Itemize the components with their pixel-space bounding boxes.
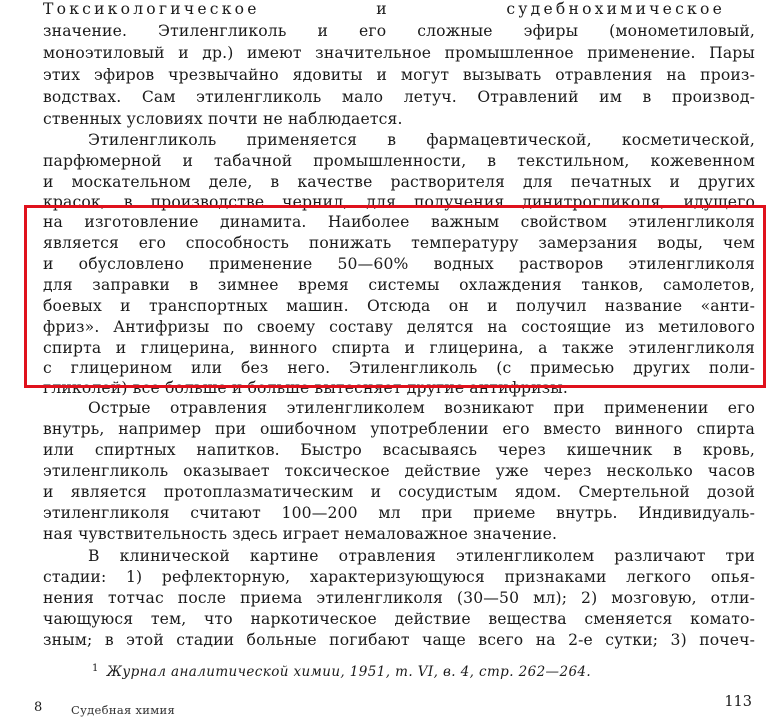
signature-text: Судебная химия — [71, 703, 176, 717]
text-line: с глицерином или без него. Этиленгликоль (с примесью других поли- — [43, 359, 755, 377]
text-line: зным; в этой стадии больные погибают чаще всего на 2-е сутки; 3) почеч- — [43, 631, 755, 649]
text-line: гликолей) все больше и больше вытесняет другие антифризы. — [43, 379, 568, 397]
text-line: на изготовление динамита. Наиболее важным свойством этиленгликоля — [43, 213, 755, 231]
text-line: чающуюся тем, что наркотическое действие вещества сменяется комато- — [43, 610, 755, 628]
text-line: этих эфиров чрезвычайно ядовиты и могут вызывать отравления на произ- — [43, 66, 755, 84]
text-line: Этиленгликоль применяется в фармацевтической, косметической, — [88, 131, 755, 149]
text-line: и обусловлено применение 50—60% водных растворов этиленгликоля — [43, 255, 755, 273]
text-line: В клинической картине отравления этиленгликолем различают три — [88, 547, 755, 565]
text-line: и является протоплазматическим и сосудистым ядом. Смертельной дозой — [43, 483, 755, 501]
highlight-box — [24, 205, 766, 388]
text-line: и москательном деле, в качестве растворителя для печатных и других — [43, 173, 755, 191]
text-line: ная чувствительность здесь играет немаловажное значение. — [43, 525, 558, 543]
footnote — [92, 660, 591, 681]
text-line: ственных условиях почти не наблюдается. — [43, 110, 403, 128]
text-line: для заправки в зимнее время системы охлаждения танков, самолетов, — [43, 276, 755, 294]
text-line: фриз». Антифризы по своему составу делятся на состоящие из метилового — [43, 318, 755, 336]
text-line: моноэтиловый и др.) имеют значительное промышленное применение. Пары — [43, 44, 755, 62]
footnote-mark: 1 — [92, 663, 99, 674]
text-line: спирта и глицерина, винного спирта и глицерина, а также этиленгликоля — [43, 339, 755, 357]
text-line: водствах. Сам этиленгликоль мало летуч. Отравлений им в производ- — [43, 88, 755, 106]
signature-number: 8 — [34, 700, 43, 715]
text-line: красок, в производстве чернил, для получения динитрогликоля, идущего — [43, 193, 755, 211]
footnote-text: Журнал аналитической химии, 1951, т. VI, в. 4, стр. 262—264. — [106, 664, 592, 680]
text-line: парфюмерной и табачной промышленности, в текстильном, кожевенном — [43, 152, 755, 170]
text-line: этиленгликоль оказывает токсическое действие уже через несколько часов — [43, 462, 755, 480]
page-number: 113 — [724, 694, 752, 710]
text-line: нения тотчас после приема этиленгликоля (30—50 мл); 2) мозговую, отли- — [43, 589, 755, 607]
text-line: этиленгликоля считают 100—200 мл при приеме внутрь. Индивидуаль- — [43, 504, 755, 522]
text-line: Токсикологическое и судебнохимическое — [43, 0, 725, 18]
text-line: стадии: 1) рефлекторную, характеризующуюся признаками легкого опья- — [43, 568, 755, 586]
text-line: значение. Этиленгликоль и его сложные эфиры (монометиловый, — [43, 22, 755, 40]
text-line: Острые отравления этиленгликолем возникают при применении его — [88, 399, 755, 417]
text-line: боевых и транспортных машин. Отсюда он и получил название «анти- — [43, 297, 755, 315]
text-line: внутрь, например при ошибочном употреблении его вместо винного спирта — [43, 420, 755, 438]
text-line: является его способность понижать температуру замерзания воды, чем — [43, 234, 755, 252]
text-line: или спиртных напитков. Быстро всасываясь через кишечник в кровь, — [43, 441, 755, 459]
